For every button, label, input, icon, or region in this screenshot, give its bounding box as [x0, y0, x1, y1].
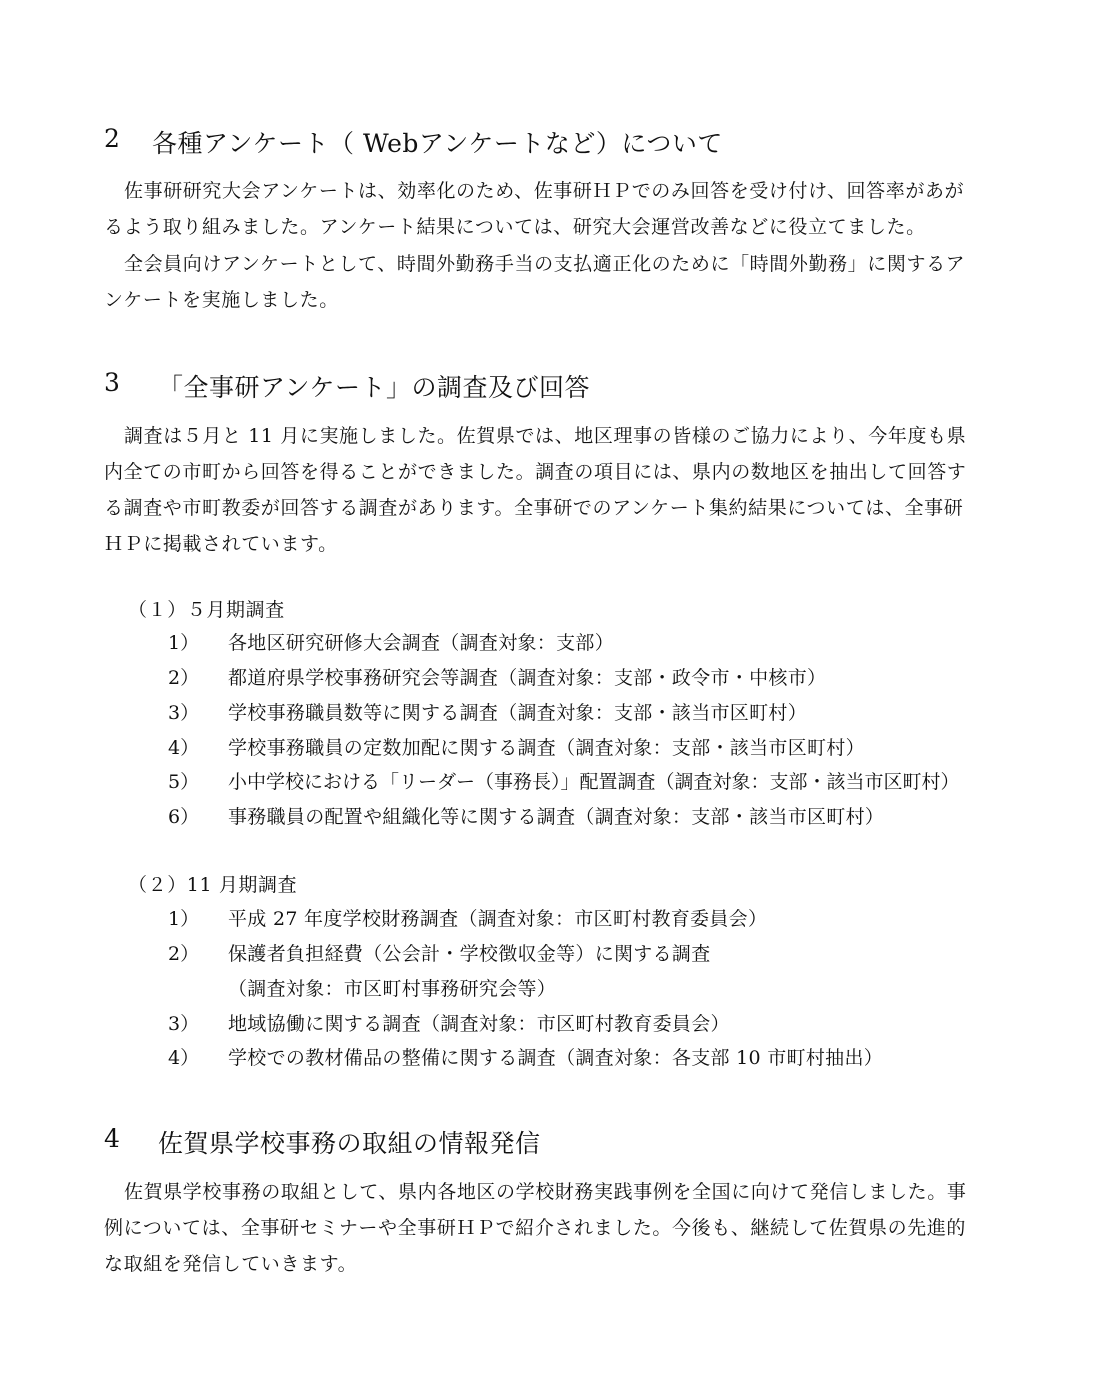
may-item-3-text: 学校事務職員数等に関する調査（調査対象：支部・該当市区町村）: [228, 702, 808, 724]
section-3-line-4: ＨＰに掲載されています。: [104, 533, 338, 555]
nov-item-4-text: 学校での教材備品の整備に関する調査（調査対象：各支部 10 市町村抽出）: [228, 1047, 884, 1069]
subsection-nov-label: （２）11 月期調査: [128, 874, 298, 896]
may-item-1-number: 1）: [168, 632, 200, 654]
may-item-4-number: 4）: [168, 737, 200, 759]
section-3-line-3: る調査や市町教委が回答する調査があります。全事研でのアンケート集約結果については、全事研: [104, 497, 964, 519]
nov-item-2-number: 2）: [168, 943, 200, 965]
section-3-title: 「全事研アンケート」の調査及び回答: [158, 373, 591, 402]
section-3-number: 3: [104, 368, 121, 397]
section-4-line-2: 例については、全事研セミナーや全事研ＨＰで紹介されました。今後も、継続して佐賀県の先進的: [104, 1217, 967, 1239]
section-4-line-3: な取組を発信していきます。: [104, 1253, 358, 1275]
may-item-2-number: 2）: [168, 667, 200, 689]
section-4-number: 4: [104, 1124, 121, 1153]
may-item-5-number: 5）: [168, 771, 200, 793]
may-item-2-text: 都道府県学校事務研究会等調査（調査対象：支部・政令市・中核市）: [228, 667, 827, 689]
nov-item-2-continuation: （調査対象：市区町村事務研究会等）: [228, 978, 557, 1000]
may-item-3-number: 3）: [168, 702, 200, 724]
section-2-line-3: 全会員向けアンケートとして、時間外勤務手当の支払適正化のために「時間外勤務」に関するア: [124, 253, 966, 275]
section-2-line-4: ンケートを実施しました。: [104, 289, 339, 311]
may-item-1-text: 各地区研究研修大会調査（調査対象：支部）: [228, 632, 615, 654]
may-item-6-text: 事務職員の配置や組織化等に関する調査（調査対象：支部・該当市区町村）: [228, 806, 885, 828]
nov-item-4-number: 4）: [168, 1047, 200, 1069]
nov-item-2-text: 保護者負担経費（公会計・学校徴収金等）に関する調査: [228, 943, 711, 965]
section-4-line-1: 佐賀県学校事務の取組として、県内各地区の学校財務実践事例を全国に向けて発信しました。事: [124, 1181, 967, 1203]
subsection-may-label: （１）５月期調査: [128, 599, 285, 621]
section-3-line-1: 調査は５月と 11 月に実施しました。佐賀県では、地区理事の皆様のご協力により、今年度も県: [124, 425, 967, 447]
may-item-5-text: 小中学校における「リーダー（事務長）」配置調査（調査対象：支部・該当市区町村）: [228, 771, 960, 793]
section-2-line-2: るよう取り組みました。アンケート結果については、研究大会運営改善などに役立てました。: [104, 216, 926, 238]
nov-item-1-number: 1）: [168, 908, 200, 930]
section-2-title: 各種アンケート（ Webアンケートなど）について: [152, 129, 723, 158]
nov-item-1-text: 平成 27 年度学校財務調査（調査対象：市区町村教育委員会）: [228, 908, 768, 930]
may-item-4-text: 学校事務職員の定数加配に関する調査（調査対象：支部・該当市区町村）: [228, 737, 865, 759]
may-item-6-number: 6）: [168, 806, 200, 828]
section-4-title: 佐賀県学校事務の取組の情報発信: [158, 1129, 541, 1158]
section-2-line-1: 佐事研研究大会アンケートは、効率化のため、佐事研ＨＰでのみ回答を受け付け、回答率があが: [124, 180, 965, 202]
section-2-number: 2: [104, 124, 121, 153]
nov-item-3-number: 3）: [168, 1013, 200, 1035]
nov-item-3-text: 地域協働に関する調査（調査対象：市区町村教育委員会）: [228, 1013, 730, 1035]
section-3-line-2: 内全ての市町から回答を得ることができました。調査の項目には、県内の数地区を抽出して回答す: [104, 461, 967, 483]
